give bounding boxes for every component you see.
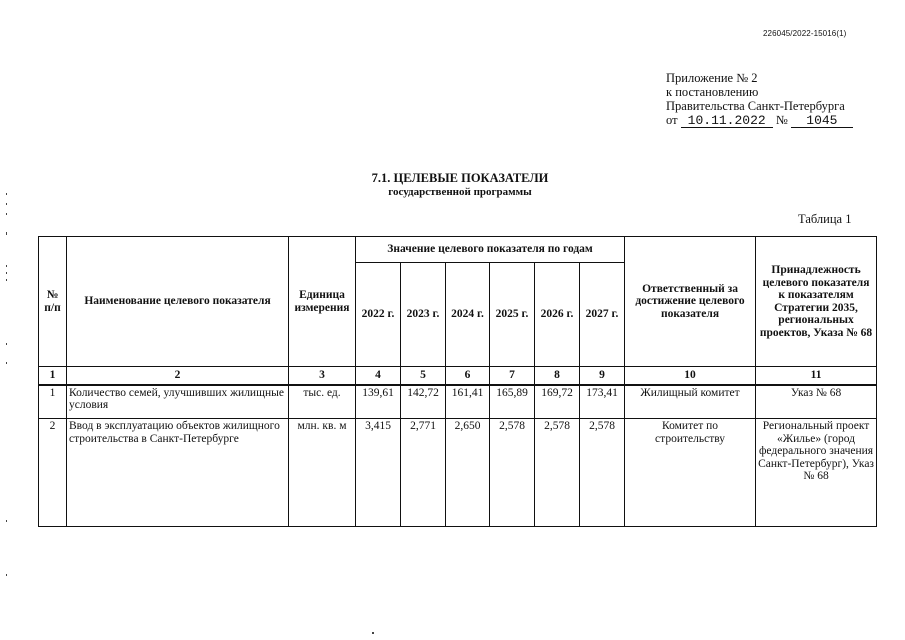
column-numbers-row [39, 367, 877, 385]
header-year: 2023 г. [401, 263, 446, 367]
header-years-group: Значение целевого показателя по годам [356, 237, 625, 263]
scan-mark [6, 574, 7, 576]
section-title [250, 171, 670, 199]
header-year: 2022 г. [356, 263, 401, 367]
column-number: 4 [356, 367, 401, 385]
resolution-number: 1045 [791, 114, 853, 128]
scan-mark [6, 343, 7, 345]
scan-mark [6, 279, 7, 281]
table-row [39, 419, 877, 527]
column-number: 1 [39, 367, 67, 385]
appendix-block [666, 71, 853, 128]
appendix-line-1: Приложение № 2 [666, 71, 758, 85]
header-name: Наименование целевого показателя [67, 237, 289, 367]
title-main: 7.1. ЦЕЛЕВЫЕ ПОКАЗАТЕЛИ [371, 171, 549, 185]
header-responsible: Ответственный за достижение целевого показателя [625, 237, 756, 367]
scan-mark [6, 362, 7, 364]
row-value: 2,578 [580, 419, 625, 527]
header-year: 2026 г. [535, 263, 580, 367]
column-number: 9 [580, 367, 625, 385]
row-num: 1 [39, 385, 67, 419]
row-value: 2,650 [446, 419, 490, 527]
row-value: 3,415 [356, 419, 401, 527]
number-prefix: № [775, 113, 788, 127]
row-value: 165,89 [490, 385, 535, 419]
scan-mark [6, 203, 7, 205]
row-unit: тыс. ед. [289, 385, 356, 419]
row-value: 161,41 [446, 385, 490, 419]
column-number: 10 [625, 367, 756, 385]
table-row [39, 385, 877, 419]
title-sub: государственной программы [388, 186, 532, 198]
header-belonging: Принадлежность целевого показателя к показателям Стратегии 2035, региональных проектов, Указа № 68 [756, 237, 877, 367]
scan-mark [6, 520, 7, 522]
row-value: 2,578 [490, 419, 535, 527]
row-responsible: Комитет по строительству [625, 419, 756, 527]
column-number: 3 [289, 367, 356, 385]
row-value: 2,771 [401, 419, 446, 527]
scan-mark [6, 213, 7, 215]
row-name: Количество семей, улучшивших жилищные условия [67, 385, 289, 419]
table-label: Таблица 1 [798, 212, 852, 226]
column-number: 8 [535, 367, 580, 385]
row-responsible: Жилищный комитет [625, 385, 756, 419]
row-unit: млн. кв. м [289, 419, 356, 527]
row-belonging: Указ № 68 [756, 385, 877, 419]
row-value: 139,61 [356, 385, 401, 419]
column-number: 6 [446, 367, 490, 385]
scan-mark [372, 632, 374, 634]
scan-mark [6, 232, 7, 235]
row-belonging: Региональный проект «Жилье» (город федерального значения Санкт-Петербург), Указ № 68 [756, 419, 877, 527]
row-name: Ввод в эксплуатацию объектов жилищного строительства в Санкт-Петербурге [67, 419, 289, 527]
indicators-table [38, 236, 877, 527]
column-number: 7 [490, 367, 535, 385]
header-num: № п/п [39, 237, 67, 367]
date-prefix: от [666, 113, 678, 127]
resolution-date: 10.11.2022 [681, 114, 773, 128]
row-value: 2,578 [535, 419, 580, 527]
header-year: 2024 г. [446, 263, 490, 367]
appendix-line-2: к постановлению [666, 85, 759, 99]
row-num: 2 [39, 419, 67, 527]
scan-mark [6, 272, 7, 274]
header-year: 2027 г. [580, 263, 625, 367]
row-value: 142,72 [401, 385, 446, 419]
appendix-date-line [666, 113, 853, 128]
column-number: 2 [67, 367, 289, 385]
scan-mark [6, 193, 7, 195]
document-number: 226045/2022-15016(1) [763, 29, 847, 38]
column-number: 11 [756, 367, 877, 385]
row-value: 173,41 [580, 385, 625, 419]
scan-mark [6, 265, 7, 267]
row-value: 169,72 [535, 385, 580, 419]
header-unit: Единица измерения [289, 237, 356, 367]
header-year: 2025 г. [490, 263, 535, 367]
column-number: 5 [401, 367, 446, 385]
appendix-line-3: Правительства Санкт-Петербурга [666, 99, 845, 113]
